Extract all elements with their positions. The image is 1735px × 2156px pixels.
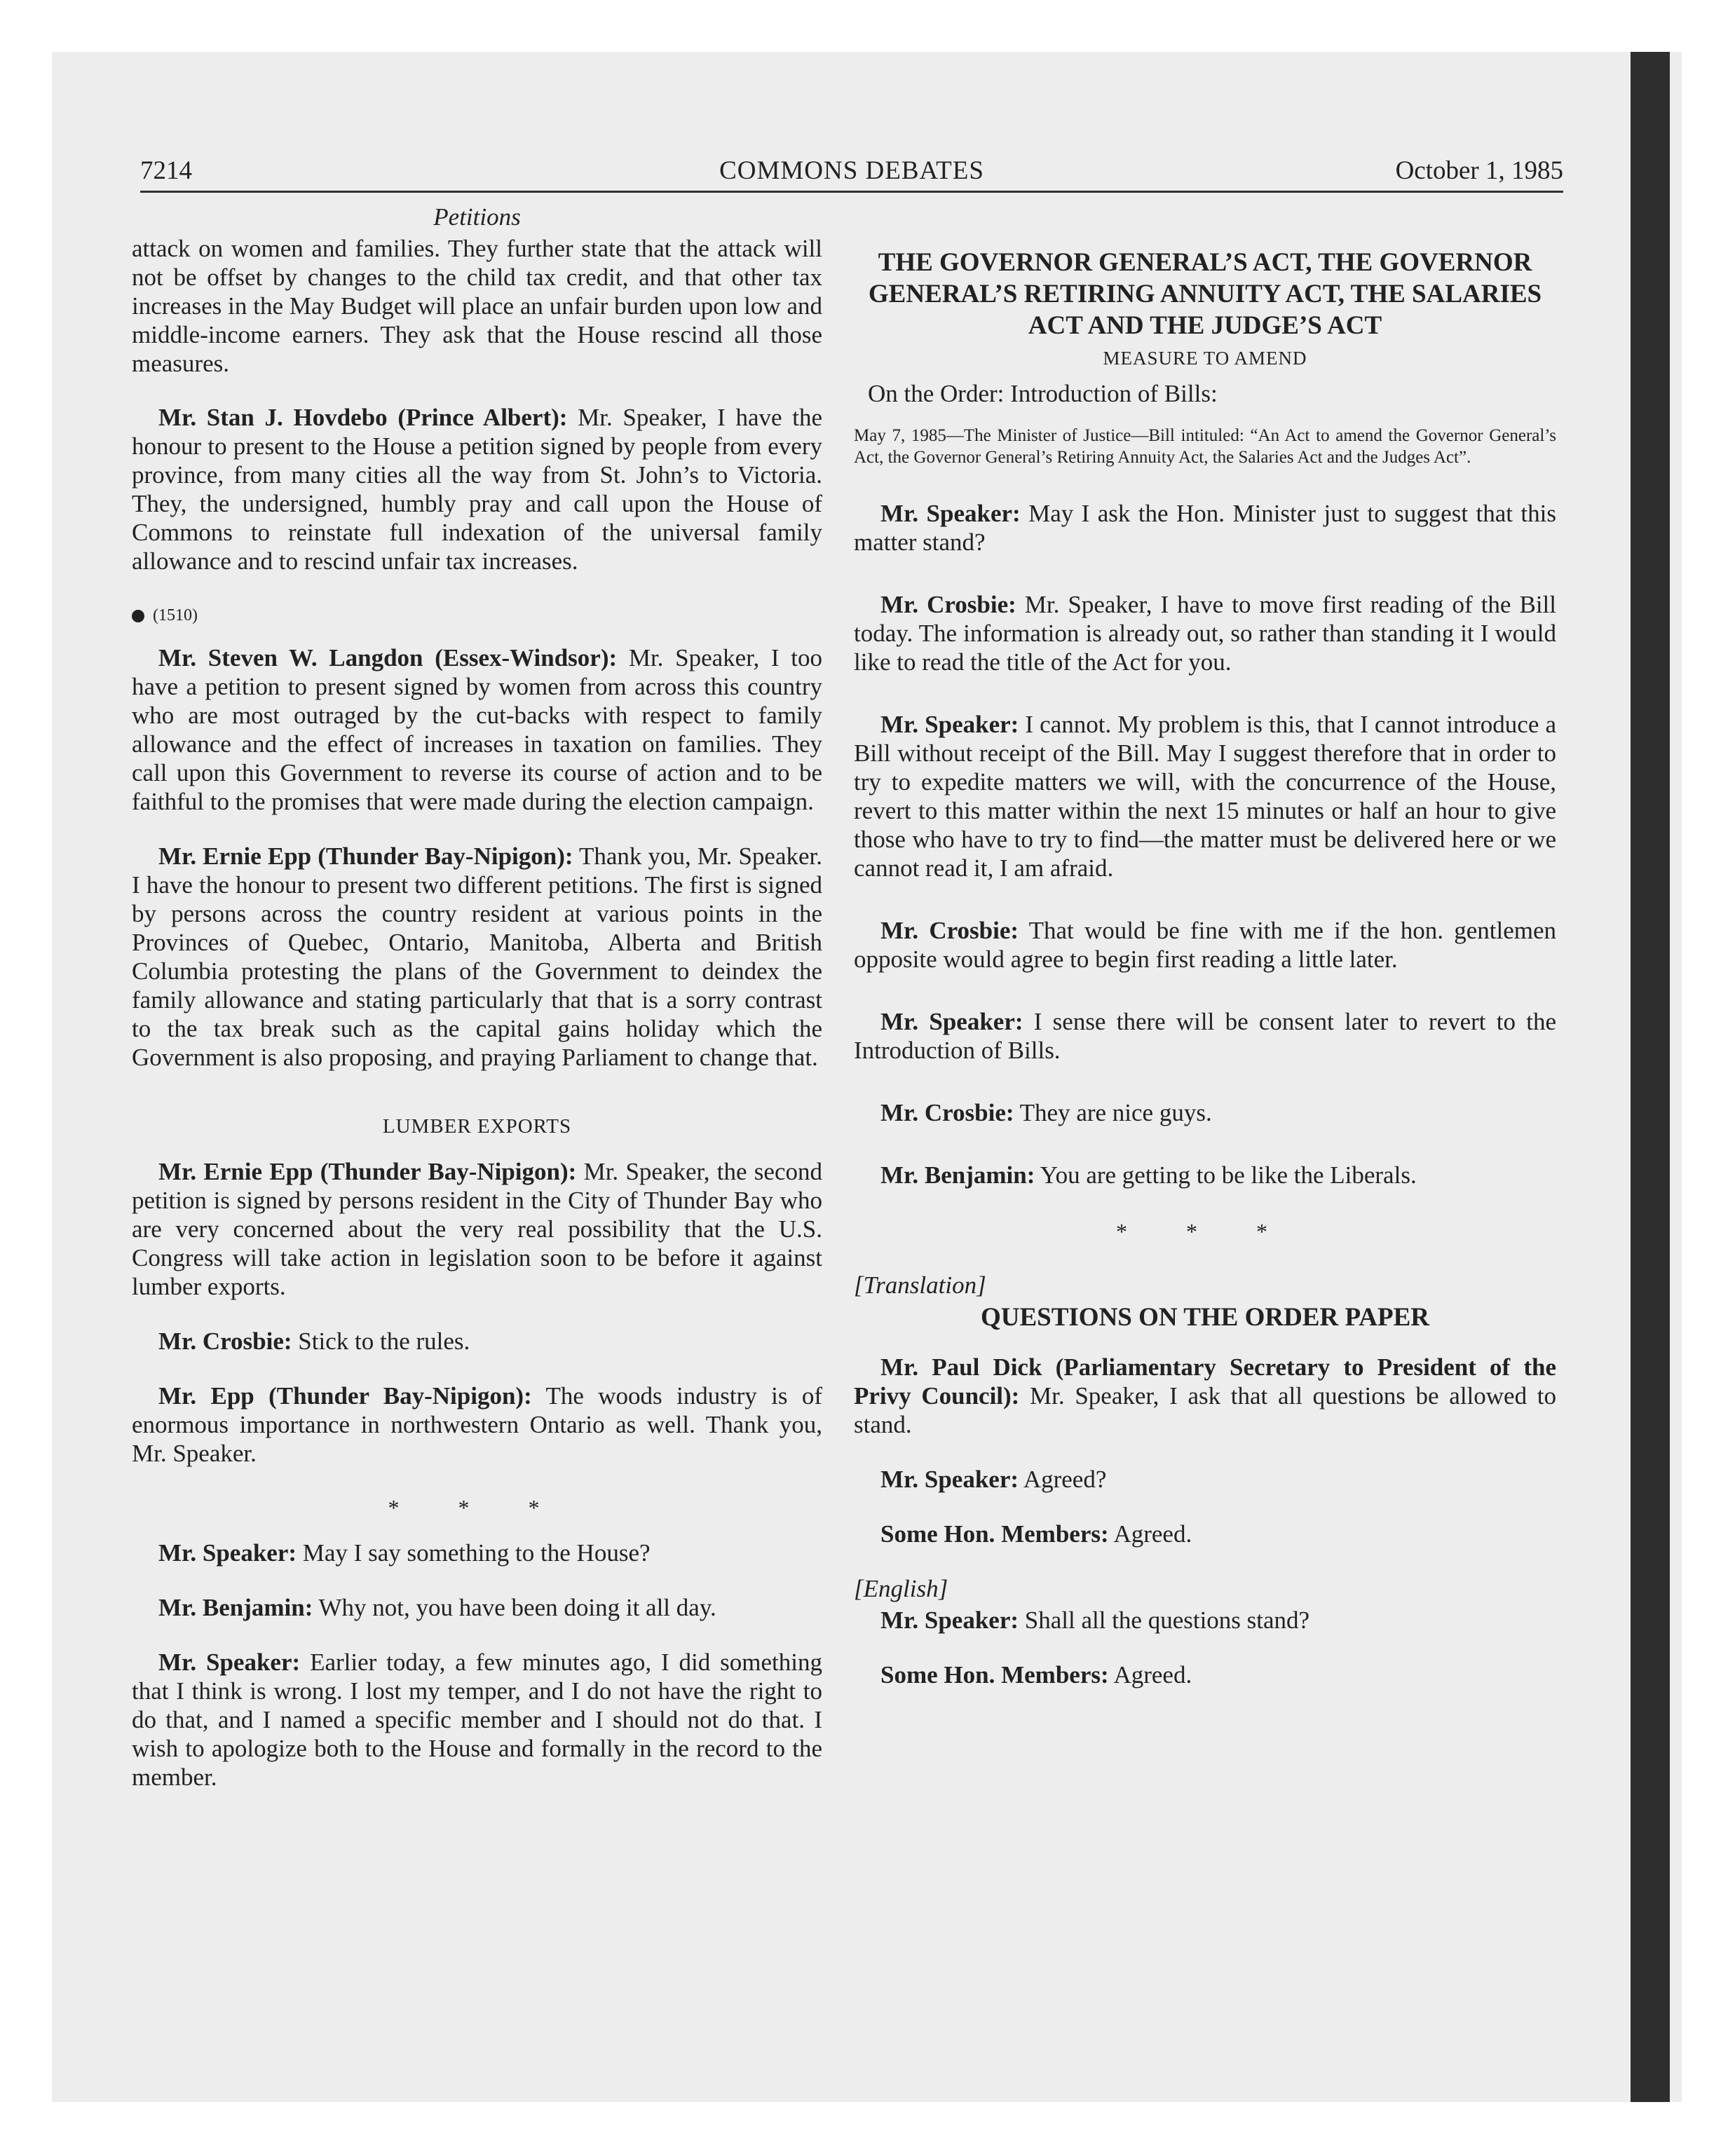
speech: [854, 1098, 1556, 1127]
speech: [132, 643, 822, 816]
speaker: Mr. Crosbie:: [880, 1099, 1014, 1126]
speech: [132, 1157, 822, 1301]
speech-text: You are getting to be like the Liberals.: [1035, 1161, 1417, 1189]
bill-heading: THE GOVERNOR GENERAL’S ACT, THE GOVERNOR GENERAL’S RETIRING ANNUITY ACT, THE SALARIES ACT AND THE JUDGE’S ACT: [868, 248, 1542, 340]
speaker: Mr. Stan J. Hovdebo (Prince Albert):: [158, 404, 568, 431]
speaker: Mr. Ernie Epp (Thunder Bay-Nipigon):: [158, 842, 573, 870]
speech: [132, 842, 822, 1072]
speech-text: May I ask the Hon. Minister just to suggest that this matter stand?: [854, 500, 1556, 556]
speech: [854, 590, 1556, 676]
speech-text: Earlier today, a few minutes ago, I did something that I think is wrong. I lost my temper, and I do not have the right to do that, and I named a specific member and I should not do that. I wish to apologize both to the House and formally in the record to the member.: [132, 1649, 823, 1791]
speech-text: Agreed?: [1019, 1466, 1107, 1493]
page-number: 7214: [140, 156, 192, 185]
speech-text: Mr. Speaker, I too have a petition to present signed by women from across this country who are most outraged by the cut-backs with respect to family allowance and the effect of increases in taxation on families. They call upon this Government to reverse its course of action and to be faithful to the promises that were made during the election campaign.: [132, 644, 822, 815]
speech-text: Thank you, Mr. Speaker. I have the honour to present two different petitions. The first is signed by persons across the country resident at various points in the Provinces of Quebec, Ontario, Manitoba, Alberta and British Columbia protesting the plans of the Government to deindex the family allowance and stating particularly that that is a sorry contrast to the tax break such as the capital gains holiday which the Government is also proposing, and praying Parliament to change that.: [132, 842, 823, 1071]
speech: [132, 1381, 822, 1468]
speaker: Mr. Paul Dick (Parliamentary Secretary to President of the Privy Council):: [854, 1353, 1556, 1410]
time-text: (1510): [153, 606, 198, 625]
section-break-stars: * * *: [1116, 1219, 1294, 1244]
speech-text: Stick to the rules.: [292, 1328, 470, 1355]
speaker: Mr. Speaker:: [880, 1466, 1019, 1493]
speech: [854, 1007, 1556, 1065]
speaker: Mr. Epp (Thunder Bay-Nipigon):: [158, 1382, 532, 1410]
speaker: Mr. Benjamin:: [158, 1594, 313, 1621]
speech: [854, 1161, 1556, 1189]
speech: [854, 1353, 1556, 1439]
speech-text: Why not, you have been doing it all day.: [313, 1594, 716, 1621]
speech-text: Shall all the questions stand?: [1019, 1606, 1310, 1634]
bill-notice: May 7, 1985—The Minister of Justice—Bill intituled: “An Act to amend the Governor General’s Act, the Governor General’s Retiring Annuity Act, the Salaries Act and the Judges Act”.: [854, 426, 1556, 467]
speech-text: Mr. Speaker, I ask that all questions be allowed to stand.: [854, 1382, 1556, 1438]
speech: [854, 1660, 1556, 1689]
speech: [132, 1327, 822, 1356]
speaker: Some Hon. Members:: [880, 1661, 1109, 1688]
language-marker: [English]: [854, 1575, 948, 1602]
speaker: Mr. Speaker:: [158, 1539, 297, 1567]
speech: [854, 1606, 1556, 1635]
speech-text: I sense there will be consent later to revert to the Introduction of Bills.: [854, 1008, 1557, 1064]
questions-heading: QUESTIONS ON THE ORDER PAPER: [980, 1303, 1430, 1332]
speaker: Mr. Speaker:: [158, 1649, 301, 1676]
speech-text: That would be fine with me if the hon. gentlemen opposite would agree to begin first reading a little later.: [854, 917, 1556, 973]
page-header: [140, 156, 1563, 193]
speaker: Mr. Speaker:: [880, 500, 1021, 527]
speech-text: Mr. Speaker, the second petition is signed by persons resident in the City of Thunder Bay who are very concerned about the very real possibility that the U.S. Congress will take action in legislation soon to be before it against lumber exports.: [132, 1158, 822, 1300]
speech: [854, 916, 1556, 974]
speech-text: I cannot. My problem is this, that I cannot introduce a Bill without receipt of the Bill. May I suggest therefore that in order to try to expedite matters we will, with the concurrence of the House, revert to this matter within the next 15 minutes or half an hour to give those who have to try to find—the matter must be delivered here or we cannot read it, I am afraid.: [854, 711, 1556, 882]
speech: [854, 1465, 1556, 1494]
speaker: Mr. Speaker:: [880, 1008, 1023, 1035]
speech: [854, 710, 1556, 882]
scan-edge: [1631, 52, 1670, 2102]
speech-text: The woods industry is of enormous importance in northwestern Ontario as well. Thank you, Mr. Speaker.: [132, 1382, 822, 1467]
speech: [132, 1648, 822, 1792]
speaker: Mr. Speaker:: [880, 711, 1019, 738]
speaker: Mr. Crosbie:: [158, 1328, 292, 1355]
speaker: Mr. Steven W. Langdon (Essex-Windsor):: [158, 644, 618, 671]
speaker: Mr. Speaker:: [880, 1606, 1019, 1634]
time-marker: [132, 601, 822, 629]
speech-text: May I say something to the House?: [297, 1539, 651, 1567]
publication-title: COMMONS DEBATES: [719, 156, 984, 185]
speech-text: They are nice guys.: [1014, 1099, 1212, 1126]
section-subhead: LUMBER EXPORTS: [382, 1115, 572, 1138]
order-line: On the Order: Introduction of Bills:: [868, 380, 1218, 407]
speech-text: Agreed.: [1108, 1520, 1192, 1548]
speech: [854, 499, 1556, 557]
right-column: [854, 203, 1556, 1715]
language-marker: [Translation]: [854, 1271, 986, 1299]
speech-text: Agreed.: [1108, 1661, 1192, 1688]
bullet-icon: [132, 610, 144, 622]
speech: [132, 1593, 822, 1622]
speaker: Mr. Benjamin:: [880, 1161, 1035, 1189]
running-head: Petitions: [433, 203, 521, 231]
speaker: Mr. Ernie Epp (Thunder Bay-Nipigon):: [158, 1158, 577, 1185]
speech: [854, 1520, 1556, 1548]
speaker: Mr. Crosbie:: [880, 591, 1016, 618]
section-break-stars: * * *: [388, 1495, 566, 1520]
speech: [132, 1538, 822, 1567]
publication-date: October 1, 1985: [1395, 156, 1563, 185]
bill-subheading: MEASURE TO AMEND: [1103, 348, 1307, 369]
left-column: [132, 203, 822, 1817]
speech-text: Mr. Speaker, I have to move first reading of the Bill today. The information is already out, so rather than standing it I would like to read the title of the Act for you.: [854, 591, 1556, 676]
speech-text: Mr. Speaker, I have the honour to present to the House a petition signed by people from every province, from many cities all the way from St. John’s to Victoria. They, the undersigned, humbly pray and call upon the House of Commons to reinstate full indexation of the universal family allowance and to rescind unfair tax increases.: [132, 404, 822, 575]
paragraph-continued: attack on women and families. They further state that the attack will not be offset by changes to the child tax credit, and that other tax increases in the May Budget will place an unfair burden upon low and middle-income earners. They ask that the House rescind all those measures.: [132, 235, 822, 377]
speaker: Mr. Crosbie:: [880, 917, 1019, 944]
speaker: Some Hon. Members:: [880, 1520, 1109, 1548]
speech: [132, 403, 822, 575]
